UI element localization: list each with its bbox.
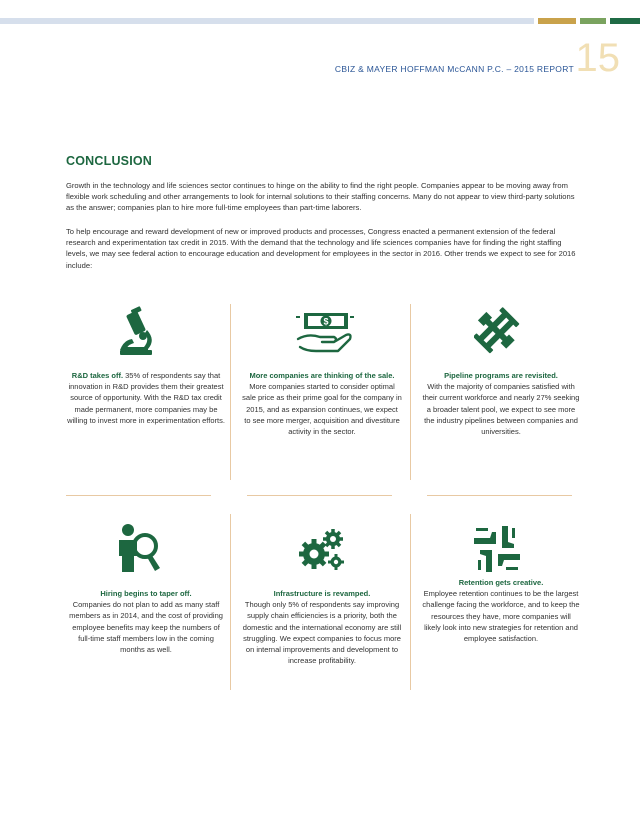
row-divider <box>247 495 392 496</box>
row-divider <box>427 495 572 496</box>
trend-retention-creative <box>422 577 580 644</box>
trend-infrastructure-revamped <box>242 588 402 666</box>
header-bar-light-green-segment <box>580 18 606 24</box>
header-bar-gold-segment <box>538 18 576 24</box>
trend-body: Though only 5% of respondents say improving supply chain efficiencies is a priority, both the domestic and the international economy are still struggling. We expect companies to focus more on internal improvements and development to increase profitability. <box>242 600 402 666</box>
trend-title: More companies are thinking of the sale. <box>249 371 395 380</box>
person-search-icon <box>116 522 162 574</box>
paragraph-1: Growth in the technology and life sciences sector continues to hinge on the ability to find the right people. Companies appear to be moving away from flexible work scheduling and other arrangements to look for internal solutions to their staffing concerns. Many do not appear to view third-party solutions as the answer; companies plan to hire more full-time employees than part-time laborers. <box>66 181 575 213</box>
column-divider <box>410 304 411 480</box>
header-bar <box>0 18 534 24</box>
row-divider <box>66 495 211 496</box>
column-divider <box>230 304 231 480</box>
section-title: CONCLUSION <box>66 154 153 168</box>
trend-pipeline-programs <box>422 370 580 437</box>
trend-body: With the majority of companies satisfied with their current workforce and nearly 27% seeking a broader talent pool, we expect to see more the industry pipelines between companies and universities. <box>422 382 580 437</box>
page-number: 15 <box>575 36 620 80</box>
column-divider <box>230 514 231 690</box>
hands-together-icon <box>472 524 522 574</box>
microscope-icon <box>116 306 158 358</box>
gears-icon <box>294 524 348 574</box>
trend-body: Companies do not plan to add as many staff members as in 2014, and the cost of providing employee benefits may keep the numbers of full-time staff members low in the coming months as well. <box>69 600 223 655</box>
trend-body: Employee retention continues to be the largest challenge facing the workforce, and to keep the resources they have, more companies will likely look into new strategies for retention and employee satisfaction. <box>422 589 580 644</box>
trend-title: Hiring begins to taper off. <box>100 589 192 598</box>
paragraph-2: To help encourage and reward development of new or improved products and processes, Congress enacted a permanent extension of the federal research and experimentation tax credit in 2015. With the demand that the technology and life sciences companies have for finding the right staffing levels, we may see federal action to encourage education and development for employees in the sector in 2016. Other trends we expect to see for 2016 include: <box>66 227 576 270</box>
trend-hiring-tapers <box>66 588 226 655</box>
trend-title: Infrastructure is revamped. <box>273 589 371 598</box>
trend-body: 35% of respondents say that innovation in R&D provides them their greatest source of opportunity. With the R&D tax credit made permanent, more companies may be willing to invest more in experimentation efforts. <box>67 371 225 425</box>
trend-title: Retention gets creative. <box>458 578 544 587</box>
column-divider <box>410 514 411 690</box>
trend-rd-takes-off <box>66 370 226 426</box>
trend-body: More companies started to consider optimal sale price as their prime goal for the company in 2015, and as expansion continues, we expect to see more merger, acquisition and divestiture activity in the sector. <box>242 382 402 437</box>
svg-text:$: $ <box>323 316 329 327</box>
pipeline-icon <box>474 306 520 356</box>
trend-title: R&D takes off. <box>71 371 126 380</box>
trend-companies-thinking-of-sale <box>242 370 402 437</box>
header-bar-dark-green-segment <box>610 18 640 24</box>
money-hand-icon <box>294 307 358 357</box>
running-title: CBIZ & MAYER HOFFMAN McCANN P.C. – 2015 REPORT <box>334 64 574 74</box>
trend-title: Pipeline programs are revisited. <box>444 371 558 380</box>
